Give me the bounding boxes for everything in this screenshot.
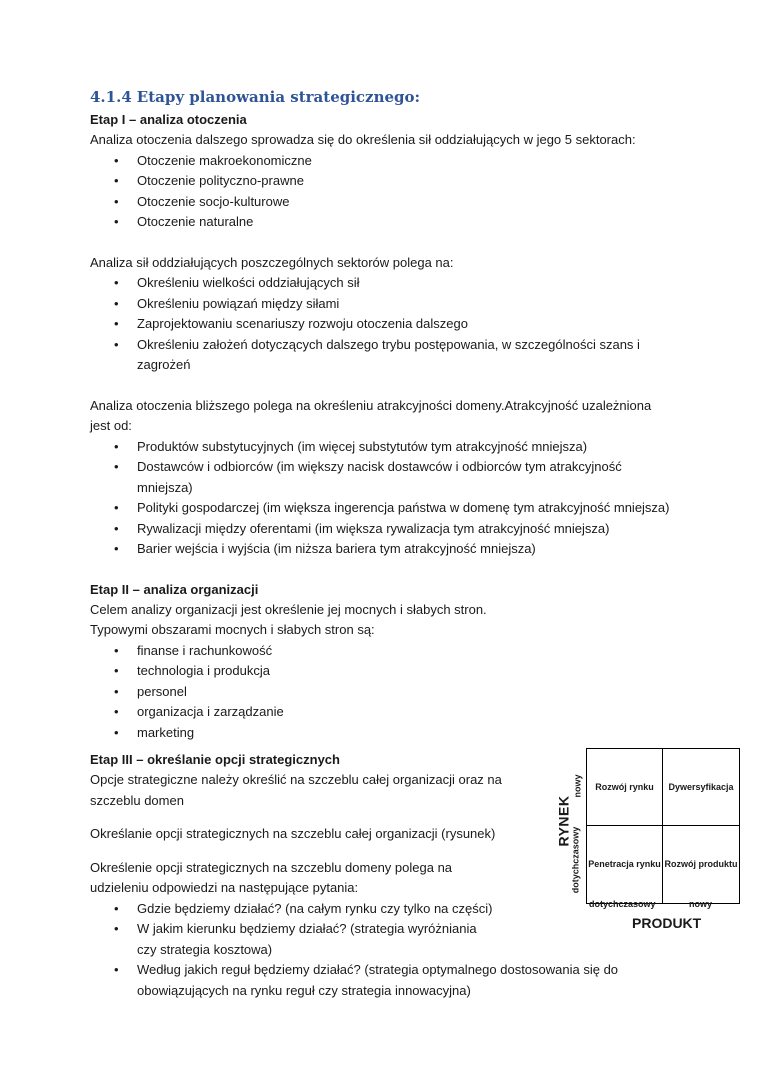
list-item: • Otoczenie socjo-kulturowe xyxy=(90,192,675,213)
list-item: • Określeniu założeń dotyczących dalszego trybu postępowania, w szczególności szans i zagrożeń xyxy=(90,335,675,376)
areas-list xyxy=(90,641,675,744)
analysis-intro: Analiza sił oddziałujących poszczególnych sektorów polega na: xyxy=(90,254,454,270)
matrix-cell: Penetracja rynku xyxy=(587,826,663,903)
list-item: • Polityki gospodarczej (im większa ingerencja państwa w domenę tym atrakcyjność mniejsza) xyxy=(90,498,675,519)
closer-intro: Analiza otoczenia bliższego polega na określeniu atrakcyjności domeny.Atrakcyjność uzależniona jest od: xyxy=(90,397,652,433)
section-number: 4.1.4 xyxy=(90,88,132,106)
y-tick-existing: dotychczasowy xyxy=(570,826,581,894)
x-tick-existing: dotychczasowy xyxy=(589,899,656,909)
etap2-heading: Etap II – analiza organizacji xyxy=(90,581,259,597)
etap1-heading: Etap I – analiza otoczenia xyxy=(90,112,247,127)
etap3-p2: Określanie opcji strategicznych na szczeblu całej organizacji (rysunek) xyxy=(90,826,496,841)
list-item: • Określeniu powiązań między siłami xyxy=(90,294,675,315)
list-item: • W jakim kierunku będziemy działać? (strategia wyróżniania czy strategia kosztowa) xyxy=(90,919,497,960)
closer-list xyxy=(90,437,675,560)
matrix-cell: Rozwój rynku xyxy=(587,749,663,826)
etap3-p1: Opcje strategiczne należy określić na szczeblu całej organizacji oraz na szczeblu domen xyxy=(90,772,502,808)
list-item: • Według jakich reguł będziemy działać? (strategia optymalnego dostosowania się do obowiązujących na rynku reguł czy strategia innowacyjna) xyxy=(90,960,675,1001)
y-tick-new: nowy xyxy=(572,774,583,798)
analysis-list xyxy=(90,273,675,376)
etap2-line1: Celem analizy organizacji jest określenie jej mocnych i słabych stron. xyxy=(90,601,487,617)
list-item: • marketing xyxy=(90,723,675,744)
list-item: • Otoczenie naturalne xyxy=(90,212,675,233)
ansoff-matrix xyxy=(546,745,746,935)
list-item: • Gdzie będziemy działać? (na całym rynku czy tylko na części) xyxy=(90,899,557,920)
list-item: • Dostawców i odbiorców (im większy nacisk dostawców i odbiorców tym atrakcyjność mniejsza) xyxy=(90,457,675,498)
section-title: Etapy planowania strategicznego: xyxy=(136,88,421,106)
etap1-intro: Analiza otoczenia dalszego sprowadza się do określenia sił oddziałujących w jego 5 sektorach: xyxy=(90,132,636,147)
matrix-cell: Dywersyfikacja xyxy=(663,749,739,826)
etap2-line2: Typowymi obszarami mocnych i słabych stron są: xyxy=(90,622,375,637)
list-item: • Produktów substytucyjnych (im więcej substytutów tym atrakcyjność mniejsza) xyxy=(90,437,675,458)
list-item: • technologia i produkcja xyxy=(90,661,675,682)
matrix-grid xyxy=(586,748,740,904)
matrix-cell: Rozwój produktu xyxy=(664,859,738,869)
list-item: • Rywalizacji między oferentami (im większa rywalizacja tym atrakcyjność mniejsza) xyxy=(90,519,675,540)
list-item: • Otoczenie makroekonomiczne xyxy=(90,151,675,172)
sectors-list xyxy=(90,151,675,233)
list-item: • personel xyxy=(90,682,675,703)
list-item: • Zaprojektowaniu scenariuszy rozwoju otoczenia dalszego xyxy=(90,314,675,335)
x-tick-new: nowy xyxy=(689,899,713,909)
list-item: • organizacja i zarządzanie xyxy=(90,702,675,723)
etap3-heading: Etap III – określanie opcji strategicznych xyxy=(90,752,340,767)
list-item: • finanse i rachunkowość xyxy=(90,641,675,662)
list-item: • Barier wejścia i wyjścia (im niższa bariera tym atrakcyjność mniejsza) xyxy=(90,539,675,560)
y-axis-label: RYNEK xyxy=(555,795,572,847)
x-axis-label: PRODUKT xyxy=(632,915,702,931)
list-item: • Określeniu wielkości oddziałujących sił xyxy=(90,273,675,294)
section-heading xyxy=(90,88,675,106)
etap3-p3: Określenie opcji strategicznych na szczeblu domeny polega na udzieleniu odpowiedzi na następujące pytania: xyxy=(90,859,453,895)
list-item: • Otoczenie polityczno-prawne xyxy=(90,171,675,192)
